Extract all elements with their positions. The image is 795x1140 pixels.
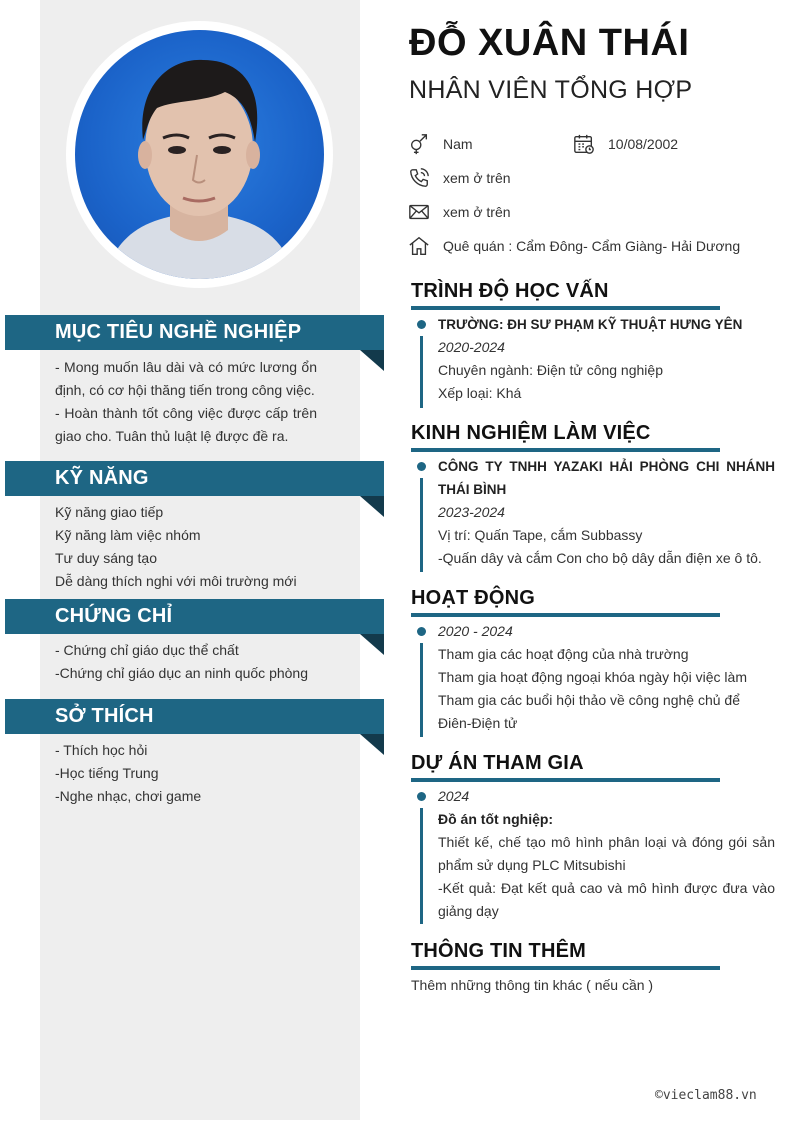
project-name: Đồ án tốt nghiệp: [438,811,554,827]
certificates-heading: CHỨNG CHỈ [5,599,384,634]
avatar [66,21,333,288]
hometown-row [408,234,740,258]
education-school: TRƯỜNG: ĐH SƯ PHẠM KỸ THUẬT HƯNG YÊN [438,317,743,332]
calendar-icon [573,133,595,155]
activity-item: Tham gia các buổi hội thảo về công nghệ chủ để Điên-Điện tử [438,692,740,731]
skill-item: Dễ dàng thích nghi với môi trường mới [55,573,297,589]
watermark: ©vieclam88.vn [655,1088,757,1103]
home-icon [408,235,430,257]
project-entry [438,785,775,923]
additional-heading-line [411,966,720,970]
experience-description: -Quấn dây và cắm Con cho bộ dây dẫn điện xe ô tô. [438,550,762,566]
education-heading-line [411,306,720,310]
education-entry [438,313,775,405]
email-row [408,200,511,224]
education-timeline-bar [420,336,423,408]
skill-item: Tư duy sáng tạo [55,550,157,566]
activity-item: Tham gia hoạt động ngoại khóa ngày hội việc làm [438,669,747,685]
certificate-item: -Chứng chỉ giáo dục an ninh quốc phòng [55,665,308,681]
experience-timeline-bar [420,478,423,572]
gender-row [408,132,473,156]
education-major: Chuyên ngành: Điện tử công nghiệp [438,362,663,378]
objective-line: - Mong muốn lâu dài và có mức lương ổn định, có cơ hội thăng tiến trong công việc. [55,359,317,398]
hobbies-heading: SỞ THÍCH [5,699,384,734]
additional-text: Thêm những thông tin khác ( nếu cần ) [411,977,654,993]
skill-item: Kỹ năng giao tiếp [55,504,164,520]
experience-bullet [417,462,426,471]
candidate-role: NHÂN VIÊN TỔNG HỢP [409,76,693,104]
projects-bullet [417,792,426,801]
skill-item: Kỹ năng làm việc nhóm [55,527,201,543]
project-year: 2024 [438,788,470,804]
candidate-name: ĐỖ XUÂN THÁI [409,22,690,64]
email-icon [408,201,430,223]
activities-timeline-bar [420,643,423,737]
skills-list [55,501,317,593]
projects-heading: DỰ ÁN THAM GIA [411,752,584,774]
experience-entry [438,455,775,570]
experience-heading: KINH NGHIỆM LÀM VIỆC [411,422,651,444]
objective-line: - Hoàn thành tốt công việc được cấp trên giao cho. Tuân thủ luật lệ được đề ra. [55,405,317,444]
project-result: -Kết quả: Đạt kết quả cao và mô hình được đưa vào giảng dạy [438,880,775,919]
email-value[interactable]: xem ở trên [443,204,511,220]
skills-heading: KỸ NĂNG [5,461,384,496]
hometown-value: Quê quán : Cẩm Đông- Cẩm Giàng- Hải Dương [443,238,741,254]
activities-heading: HOẠT ĐỘNG [411,587,536,609]
education-heading: TRÌNH ĐỘ HỌC VẤN [411,280,609,302]
hobby-item: -Học tiếng Trung [55,765,159,781]
projects-timeline-bar [420,808,423,924]
objective-text [55,356,317,448]
education-grade: Xếp loại: Khá [438,385,522,401]
hobby-item: - Thích học hỏi [55,742,148,758]
hobbies-heading-fold [360,734,384,755]
birthday-value: 10/08/2002 [608,136,679,152]
experience-position: Vị trí: Quấn Tape, cắm Subbassy [438,527,643,543]
certificates-heading-fold [360,634,384,655]
person-photo-illustration [75,30,324,279]
experience-heading-line [411,448,720,452]
phone-icon [408,167,430,189]
gender-icon [408,133,430,155]
objective-heading: MỤC TIÊU NGHỀ NGHIỆP [5,315,384,350]
activities-heading-line [411,613,720,617]
phone-value[interactable]: xem ở trên [443,170,511,186]
hobby-item: -Nghe nhạc, chơi game [55,788,202,804]
experience-company: CÔNG TY TNHH YAZAKI HẢI PHÒNG CHI NHÁNH THÁI BÌNH [438,459,775,497]
projects-heading-line [411,778,720,782]
education-bullet [417,320,426,329]
certificates-list [55,639,317,685]
activities-bullet [417,627,426,636]
objective-heading-fold [360,350,384,371]
gender-value: Nam [443,136,473,152]
profile-photo [75,30,324,279]
education-period: 2020-2024 [438,339,505,355]
hobbies-list [55,739,317,808]
activities-period: 2020 - 2024 [438,623,513,639]
additional-heading: THÔNG TIN THÊM [411,940,587,962]
phone-row [408,166,511,190]
experience-period: 2023-2024 [438,504,505,520]
certificate-item: - Chứng chỉ giáo dục thể chất [55,642,239,658]
project-description: Thiết kế, chế tạo mô hình phân loại và đóng gói sản phẩm sử dụng PLC Mitsubishi [438,834,775,873]
activity-item: Tham gia các hoạt động của nhà trường [438,646,689,662]
activities-entry [438,620,775,735]
skills-heading-fold [360,496,384,517]
birthday-row [573,132,678,156]
